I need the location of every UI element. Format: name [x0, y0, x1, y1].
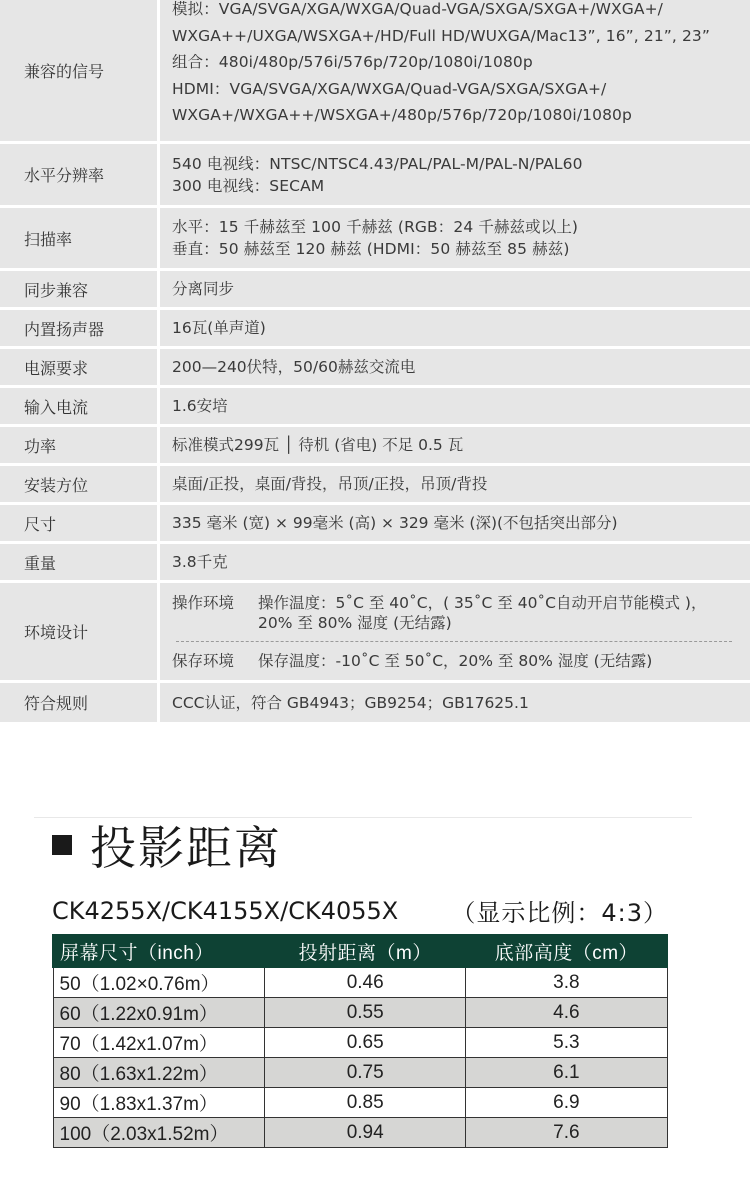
cell-screen-size: 70（1.42x1.07m）: [53, 1028, 265, 1058]
model-names: CK4255X/CK4155X/CK4055X: [52, 896, 399, 925]
table-row: [53, 967, 667, 998]
cell-throw-distance: 0.75: [265, 1058, 466, 1088]
spec-row-power: [0, 427, 750, 466]
spec-row-weight: [0, 544, 750, 583]
spec-value: [160, 583, 750, 680]
env-operating: [172, 593, 732, 633]
cell-throw-distance: 0.85: [265, 1088, 466, 1118]
spec-label: 输入电流: [0, 388, 160, 424]
spec-row-mount: [0, 466, 750, 505]
table-row: [53, 1118, 667, 1148]
env-storage: [172, 651, 732, 671]
spec-value: 分离同步: [172, 280, 235, 298]
spec-label: 安装方位: [0, 466, 160, 502]
spec-value: [160, 144, 750, 205]
spec-row-horizontal-resolution: [0, 144, 750, 208]
section-heading: [52, 817, 282, 873]
spec-row-scan-rate: [0, 208, 750, 271]
cell-throw-distance: 0.46: [265, 967, 466, 998]
spec-value: 1.6安培: [172, 397, 228, 415]
cell-bottom-height: 6.1: [466, 1058, 667, 1088]
env-text: 保存温度：-10˚C 至 50˚C，20% 至 80% 湿度 (无结露): [258, 651, 653, 670]
spec-label: 内置扬声器: [0, 310, 160, 346]
spec-label: 扫描率: [0, 208, 160, 268]
cell-throw-distance: 0.65: [265, 1028, 466, 1058]
cell-screen-size: 90（1.83x1.37m）: [53, 1088, 265, 1118]
cell-bottom-height: 5.3: [466, 1028, 667, 1058]
spec-line: 水平：15 千赫兹至 100 千赫兹 (RGB：24 千赫兹或以上): [172, 218, 579, 236]
env-tag: 操作环境: [172, 593, 235, 612]
spec-value: 桌面/正投，桌面/背投，吊顶/正投，吊顶/背投: [172, 475, 488, 493]
cell-bottom-height: 3.8: [466, 967, 667, 998]
spec-line: 垂直：50 赫兹至 120 赫兹 (HDMI：50 赫兹至 85 赫兹): [172, 240, 570, 258]
spec-value: 335 毫米 (宽) × 99毫米 (高) × 329 毫米 (深)(不包括突出部分): [172, 514, 618, 532]
cell-bottom-height: 6.9: [466, 1088, 667, 1118]
spec-label: 符合规则: [0, 683, 160, 722]
aspect-ratio: （显示比例：4:3）: [451, 899, 668, 927]
section-title: 投影距离: [90, 821, 282, 875]
square-bullet-icon: [52, 835, 72, 855]
spec-line: WXGA++/UXGA/WSXGA+/HD/Full HD/WUXGA/Mac13”, 16”, 21”, 23”: [172, 26, 711, 45]
spec-row-speaker: [0, 310, 750, 349]
cell-bottom-height: 4.6: [466, 998, 667, 1028]
cell-throw-distance: 0.94: [265, 1118, 466, 1148]
spec-row-input-current: [0, 388, 750, 427]
spec-line: 300 电视线：SECAM: [172, 176, 325, 195]
spec-line: 540 电视线：NTSC/NTSC4.43/PAL/PAL-M/PAL-N/PAL60: [172, 154, 583, 173]
spec-label: 环境设计: [0, 583, 160, 680]
spec-row-power-requirement: [0, 349, 750, 388]
spec-value: 16瓦(单声道): [172, 319, 266, 337]
cell-screen-size: 80（1.63x1.22m）: [53, 1058, 265, 1088]
spec-label: 尺寸: [0, 505, 160, 541]
header-throw-distance: 投射距离（m）: [265, 935, 466, 967]
table-row: [53, 998, 667, 1028]
spec-row-compliance: [0, 683, 750, 722]
table-row: [53, 1028, 667, 1058]
header-bottom-height: 底部高度（cm）: [466, 935, 667, 967]
cell-screen-size: 60（1.22x0.91m）: [53, 998, 265, 1028]
spec-label: 功率: [0, 427, 160, 463]
spec-label: 电源要求: [0, 349, 160, 385]
spec-row-signals: [0, 0, 750, 144]
spec-label: 水平分辨率: [0, 144, 160, 205]
spec-value: [160, 208, 750, 268]
table-row: [53, 1058, 667, 1088]
header-screen-size: 屏幕尺寸（inch）: [53, 935, 265, 967]
projection-distance-table: [52, 934, 668, 1148]
cell-screen-size: 100（2.03x1.52m）: [53, 1118, 265, 1148]
spec-value: [160, 0, 750, 141]
cell-throw-distance: 0.55: [265, 998, 466, 1028]
spec-value: 3.8千克: [172, 553, 228, 571]
spec-row-size: [0, 505, 750, 544]
spec-value: 200—240伏特，50/60赫兹交流电: [172, 358, 416, 376]
model-line: [52, 893, 668, 928]
cell-bottom-height: 7.6: [466, 1118, 667, 1148]
spec-row-sync: [0, 271, 750, 310]
spec-value: CCC认证，符合 GB4943；GB9254；GB17625.1: [172, 693, 529, 712]
table-header-row: [53, 935, 667, 967]
spec-line: HDMI：VGA/SVGA/XGA/WXGA/Quad-VGA/SXGA/SXGA+/: [172, 79, 607, 98]
env-tag: 保存环境: [172, 651, 235, 670]
spec-label: 兼容的信号: [0, 0, 160, 141]
spec-line: 组合：480i/480p/576i/576p/720p/1080i/1080p: [172, 53, 533, 71]
table-row: [53, 1088, 667, 1118]
spec-value: 标准模式299瓦 │ 待机 (省电) 不足 0.5 瓦: [172, 436, 464, 454]
dashed-divider: [176, 641, 732, 642]
spec-row-environment: [0, 583, 750, 683]
env-text: 操作温度：5˚C 至 40˚C，( 35˚C 至 40˚C自动开启节能模式 )，20% 至 80% 湿度 (无结露): [258, 593, 707, 632]
spec-label: 重量: [0, 544, 160, 580]
spec-line: WXGA+/WXGA++/WSXGA+/480p/576p/720p/1080i/1080p: [172, 106, 632, 124]
spec-line: 模拟：VGA/SVGA/XGA/WXGA/Quad-VGA/SXGA/SXGA+/WXGA+/: [172, 0, 663, 18]
spec-label: 同步兼容: [0, 271, 160, 307]
cell-screen-size: 50（1.02×0.76m）: [53, 967, 265, 998]
